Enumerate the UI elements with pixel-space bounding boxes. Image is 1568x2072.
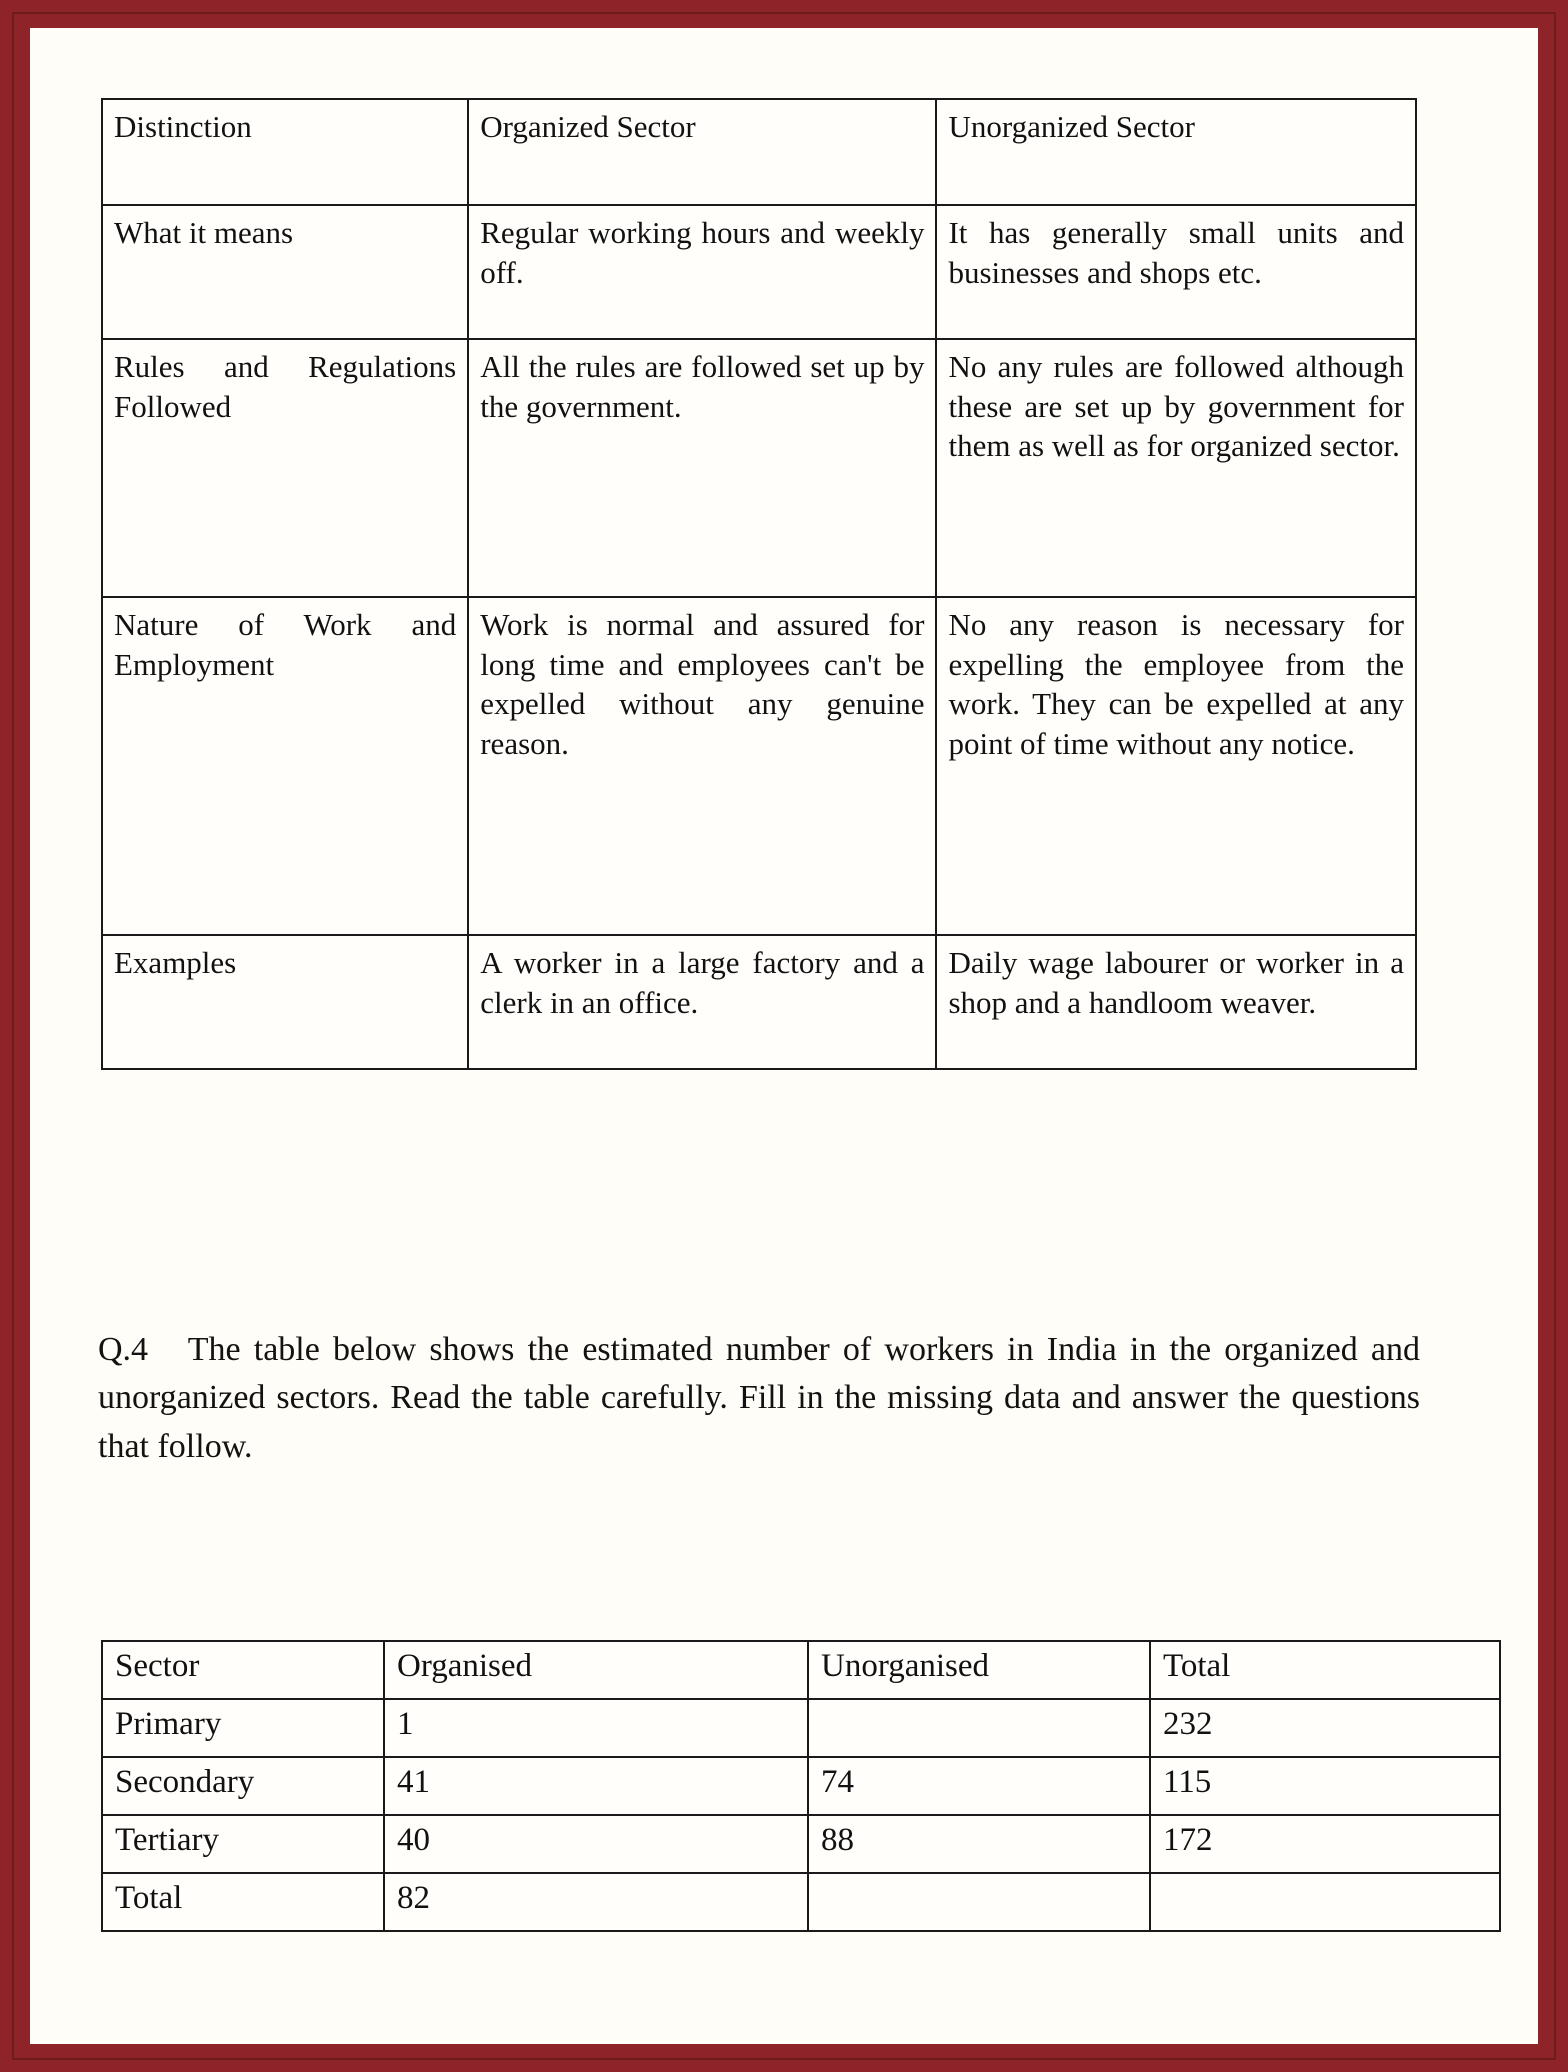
cell-unorganized-what-it-means — [936, 205, 1416, 339]
table-header-row — [102, 1641, 1500, 1699]
cell-text: Daily wage labourer or worker in a shop and a handloom weaver. — [948, 945, 1404, 1020]
cell-unorganised-tertiary: 88 — [808, 1815, 1150, 1873]
document-content — [30, 28, 1538, 2044]
cell-total-primary: 232 — [1150, 1699, 1500, 1757]
cell-text: Work is normal and assured for long time and employees can't be expelled without any genuine reason. — [480, 607, 925, 762]
table-row — [102, 597, 1416, 935]
cell-organised-primary: 1 — [384, 1699, 808, 1757]
cell-organized-nature-of-work — [468, 597, 936, 935]
cell-total-secondary: 115 — [1150, 1757, 1500, 1815]
cell-sector-secondary: Secondary — [102, 1757, 384, 1815]
cell-unorganized-nature-of-work — [936, 597, 1416, 935]
row-label-rules-and-regulations — [102, 339, 468, 597]
page-sheet — [30, 28, 1538, 2044]
table-row — [102, 935, 1416, 1069]
cell-sector-tertiary: Tertiary — [102, 1815, 384, 1873]
cell-total-total — [1150, 1873, 1500, 1931]
column-header-total: Total — [1150, 1641, 1500, 1699]
cell-organised-secondary: 41 — [384, 1757, 808, 1815]
cell-unorganized-rules — [936, 339, 1416, 597]
column-header-organised: Organised — [384, 1641, 808, 1699]
table-row — [102, 205, 1416, 339]
cell-sector-total: Total — [102, 1873, 384, 1931]
row-label-text: Examples — [114, 945, 237, 980]
cell-organised-tertiary: 40 — [384, 1815, 808, 1873]
column-header-unorganized — [936, 99, 1416, 205]
table-row — [102, 339, 1416, 597]
cell-organized-what-it-means — [468, 205, 936, 339]
cell-text: It has generally small units and businesses and shops etc. — [948, 215, 1404, 290]
column-header-unorganized-text: Unorganized Sector — [948, 109, 1195, 144]
organized-vs-unorganized-sector-table — [101, 98, 1417, 1070]
cell-organized-rules — [468, 339, 936, 597]
column-header-sector: Sector — [102, 1641, 384, 1699]
cell-unorganised-primary — [808, 1699, 1150, 1757]
row-label-examples — [102, 935, 468, 1069]
cell-unorganised-total — [808, 1873, 1150, 1931]
cell-unorganised-secondary: 74 — [808, 1757, 1150, 1815]
row-label-what-it-means — [102, 205, 468, 339]
table-row — [102, 1873, 1500, 1931]
cell-sector-primary: Primary — [102, 1699, 384, 1757]
row-label-text: Nature of Work and Employment — [114, 607, 457, 682]
question-text: The table below shows the estimated number of workers in India in the organized and unorganized sectors. Read the table carefully. Fill in the missing data and answer the questions that follow. — [98, 1331, 1421, 1465]
question-number: Q.4 — [98, 1331, 149, 1368]
workers-by-sector-table — [101, 1640, 1501, 1932]
cell-text: All the rules are followed set up by the government. — [480, 349, 925, 424]
cell-text: A worker in a large factory and a clerk in an office. — [480, 945, 925, 1020]
question-spacer — [161, 1331, 187, 1368]
table-header-row — [102, 99, 1416, 205]
table-row — [102, 1815, 1500, 1873]
cell-total-tertiary: 172 — [1150, 1815, 1500, 1873]
column-header-distinction — [102, 99, 468, 205]
cell-text: No any rules are followed although these are set up by government for them as well as for organized sector. — [948, 349, 1404, 464]
table-row — [102, 1699, 1500, 1757]
column-header-unorganised: Unorganised — [808, 1641, 1150, 1699]
column-header-organized — [468, 99, 936, 205]
cell-organised-total: 82 — [384, 1873, 808, 1931]
column-header-organized-text: Organized Sector — [480, 109, 696, 144]
cell-organized-examples — [468, 935, 936, 1069]
column-header-distinction-text: Distinction — [114, 109, 252, 144]
row-label-text: Rules and Regulations Followed — [114, 349, 457, 424]
row-label-text: What it means — [114, 215, 294, 250]
cell-text: No any reason is necessary for expelling the employee from the work. They can be expelled at any point of time without any notice. — [948, 607, 1404, 762]
question-paragraph — [98, 1326, 1420, 1471]
cell-text: Regular working hours and weekly off. — [480, 215, 925, 290]
row-label-nature-of-work — [102, 597, 468, 935]
table-row — [102, 1757, 1500, 1815]
cell-unorganized-examples — [936, 935, 1416, 1069]
